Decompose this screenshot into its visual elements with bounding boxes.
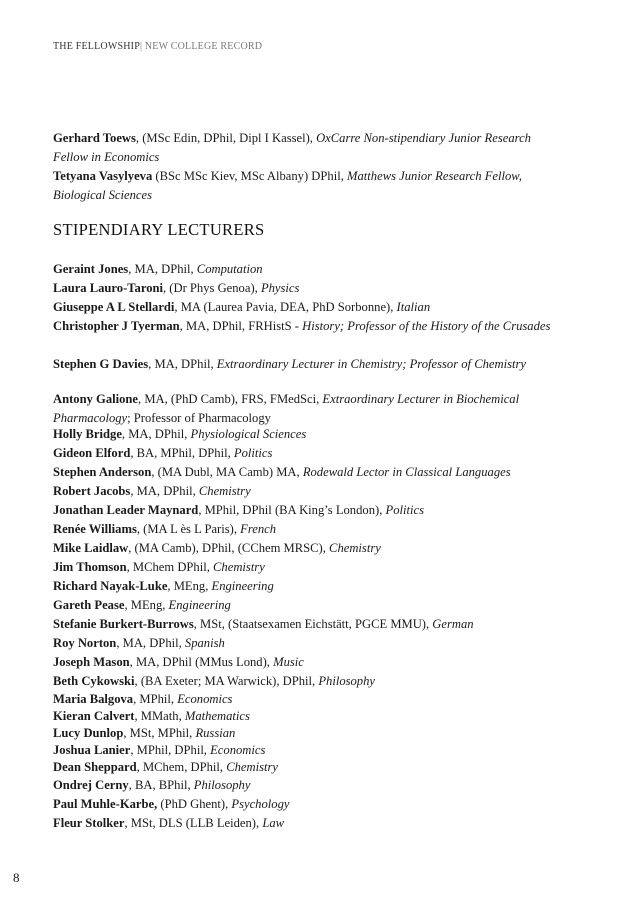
lecturer-entry: [53, 539, 553, 558]
role-title: OxCarre Non-stipendiary Junior Research Fellow in Economics: [53, 131, 531, 164]
credentials: (BSc MSc Kiev, MSc Albany) DPhil,: [152, 169, 348, 183]
credentials: , MA, DPhil, FRHistS -: [179, 319, 303, 333]
credentials: , MPhil,: [133, 692, 178, 706]
role-title: Chemistry: [226, 760, 278, 774]
person-name: Lucy Dunlop: [53, 726, 124, 740]
lecturer-entry: [53, 298, 553, 317]
lecturer-entry: [53, 444, 553, 463]
credentials: , BA, BPhil,: [128, 778, 194, 792]
lecturer-entry: [53, 776, 553, 795]
person-name: Robert Jacobs: [53, 484, 131, 498]
running-head: [53, 41, 262, 52]
credentials: , (MA L ès L Paris),: [136, 522, 241, 536]
role-title: Mathematics: [184, 709, 250, 723]
role-title: Russian: [195, 726, 236, 740]
role-title: Extraordinary Lecturer in Chemistry; Professor of Chemistry: [216, 357, 526, 371]
credentials: , MEng,: [124, 598, 169, 612]
running-head-publication: NEW COLLEGE RECORD: [144, 41, 263, 52]
person-name: Jim Thomson: [53, 560, 127, 574]
role-title: Economics: [177, 692, 233, 706]
person-name: Joshua Lanier: [53, 743, 131, 757]
role-title: Politics: [385, 503, 424, 517]
role-title: History; Professor of the History of the Crusades: [302, 319, 551, 333]
lecturer-entry: [53, 634, 553, 653]
lecturer-entry: [53, 501, 553, 520]
credentials: , MEng,: [167, 579, 212, 593]
lecturer-entry: [53, 520, 553, 539]
running-head-section: THE FELLOWSHIP: [53, 41, 140, 52]
fellow-entry: [53, 129, 553, 167]
lecturer-entry: [53, 463, 553, 482]
fellow-entry: [53, 167, 553, 205]
credentials: , MA, (PhD Camb), FRS, FMedSci,: [138, 392, 323, 406]
role-title: Economics: [210, 743, 266, 757]
lecturer-entry: [53, 596, 553, 615]
role-title: Spanish: [184, 636, 225, 650]
lecturer-entry: [53, 558, 553, 577]
person-name: Joseph Mason: [53, 655, 130, 669]
credentials: , MA, DPhil,: [128, 262, 197, 276]
credentials: , MChem DPhil,: [126, 560, 214, 574]
person-name: Fleur Stolker: [53, 816, 125, 830]
role-title: Psychology: [231, 797, 290, 811]
person-name: Kieran Calvert: [53, 709, 135, 723]
person-name: Gideon Elford: [53, 446, 131, 460]
role-title: Matthews Junior Research Fellow, Biological Sciences: [53, 169, 522, 202]
credentials: , MSt, DLS (LLB Leiden),: [124, 816, 263, 830]
role-title: French: [240, 522, 277, 536]
person-name: Richard Nayak-Luke: [53, 579, 168, 593]
credentials: , MSt, MPhil,: [123, 726, 196, 740]
credentials: , BA, MPhil, DPhil,: [130, 446, 234, 460]
person-name: Gerhard Toews: [53, 131, 136, 145]
role-title: Politics: [233, 446, 273, 460]
role-title: Chemistry: [198, 484, 251, 498]
lecturer-entry: [53, 425, 553, 444]
role-title: Engineering: [211, 579, 274, 593]
role-title: Italian: [396, 300, 431, 314]
credentials: , MSt, (Staatsexamen Eichstätt, PGCE MMU),: [193, 617, 433, 631]
credentials: , MA (Laurea Pavia, DEA, PhD Sorbonne),: [174, 300, 397, 314]
credentials: , MA, DPhil,: [116, 636, 185, 650]
credentials: , MPhil, DPhil (BA King’s London),: [198, 503, 386, 517]
person-name: Stephen G Davies: [53, 357, 149, 371]
person-name: Roy Norton: [53, 636, 117, 650]
running-head-separator: |: [139, 41, 143, 52]
person-name: Antony Galione: [53, 392, 139, 406]
lecturer-entry: [53, 260, 553, 279]
lecturer-entry: [53, 279, 553, 298]
lecturer-entry: [53, 814, 553, 833]
role-title: Physics: [260, 281, 300, 295]
role-title: Philosophy: [318, 674, 375, 688]
person-name: Stefanie Burkert-Burrows: [53, 617, 194, 631]
credentials: , (Dr Phys Genoa),: [163, 281, 261, 295]
lecturer-entry: [53, 577, 553, 596]
person-name: Dean Sheppard: [53, 760, 137, 774]
lecturer-entry: [53, 653, 553, 672]
person-name: Laura Lauro-Taroni: [53, 281, 163, 295]
role-title: Law: [262, 816, 285, 830]
credentials: , (BA Exeter; MA Warwick), DPhil,: [134, 674, 319, 688]
lecturer-entry: [53, 795, 553, 814]
lecturer-entry: [53, 615, 553, 634]
role-suffix: ; Professor of Pharmacology: [127, 411, 271, 425]
role-title: German: [432, 617, 474, 631]
section-heading: STIPENDIARY LECTURERS: [53, 220, 265, 239]
lecturer-entry: [53, 672, 553, 691]
person-name: Jonathan Leader Maynard: [53, 503, 199, 517]
person-name: Beth Cykowski: [53, 674, 135, 688]
person-name: Christopher J Tyerman: [53, 319, 180, 333]
person-name: Mike Laidlaw: [53, 541, 129, 555]
role-title: Music: [273, 655, 304, 669]
lecturer-entry: [53, 317, 553, 336]
page-number: 8: [13, 870, 20, 885]
person-name: Ondrej Cerny: [53, 778, 129, 792]
person-name: Stephen Anderson: [53, 465, 152, 479]
person-name: Renée Williams: [53, 522, 137, 536]
lecturer-entry: [53, 390, 553, 428]
lecturer-entry: [53, 482, 553, 501]
person-name: Tetyana Vasylyeva: [53, 169, 153, 183]
credentials: , (MA Dubl, MA Camb) MA,: [151, 465, 303, 479]
role-title: Physiological Sciences: [190, 427, 307, 441]
credentials: (PhD Ghent),: [157, 797, 232, 811]
person-name: Giuseppe A L Stellardi: [53, 300, 175, 314]
person-name: Gareth Pease: [53, 598, 125, 612]
lecturer-entry: [53, 355, 553, 374]
credentials: , MA, DPhil,: [121, 427, 191, 441]
role-title: Chemistry: [213, 560, 265, 574]
role-title: Engineering: [168, 598, 231, 612]
role-title: Rodewald Lector in Classical Languages: [302, 465, 511, 479]
person-name: Maria Balgova: [53, 692, 134, 706]
role-title: Computation: [196, 262, 263, 276]
credentials: , MA, DPhil,: [130, 484, 199, 498]
credentials: , (MSc Edin, DPhil, Dipl I Kassel),: [135, 131, 317, 145]
role-title: Chemistry: [329, 541, 381, 555]
lecturer-entry: [53, 758, 553, 777]
person-name: Paul Muhle-Karbe,: [53, 797, 158, 811]
role-title: Philosophy: [193, 778, 251, 792]
person-name: Geraint Jones: [53, 262, 129, 276]
person-name: Holly Bridge: [53, 427, 122, 441]
credentials: , MChem, DPhil,: [136, 760, 227, 774]
credentials: , MPhil, DPhil,: [130, 743, 211, 757]
credentials: , MA, DPhil,: [148, 357, 217, 371]
role-title: Extraordinary Lecturer in Biochemical Pharmacology: [53, 392, 520, 425]
credentials: , (MA Camb), DPhil, (CChem MRSC),: [128, 541, 330, 555]
credentials: , MA, DPhil (MMus Lond),: [129, 655, 274, 669]
credentials: , MMath,: [134, 709, 185, 723]
